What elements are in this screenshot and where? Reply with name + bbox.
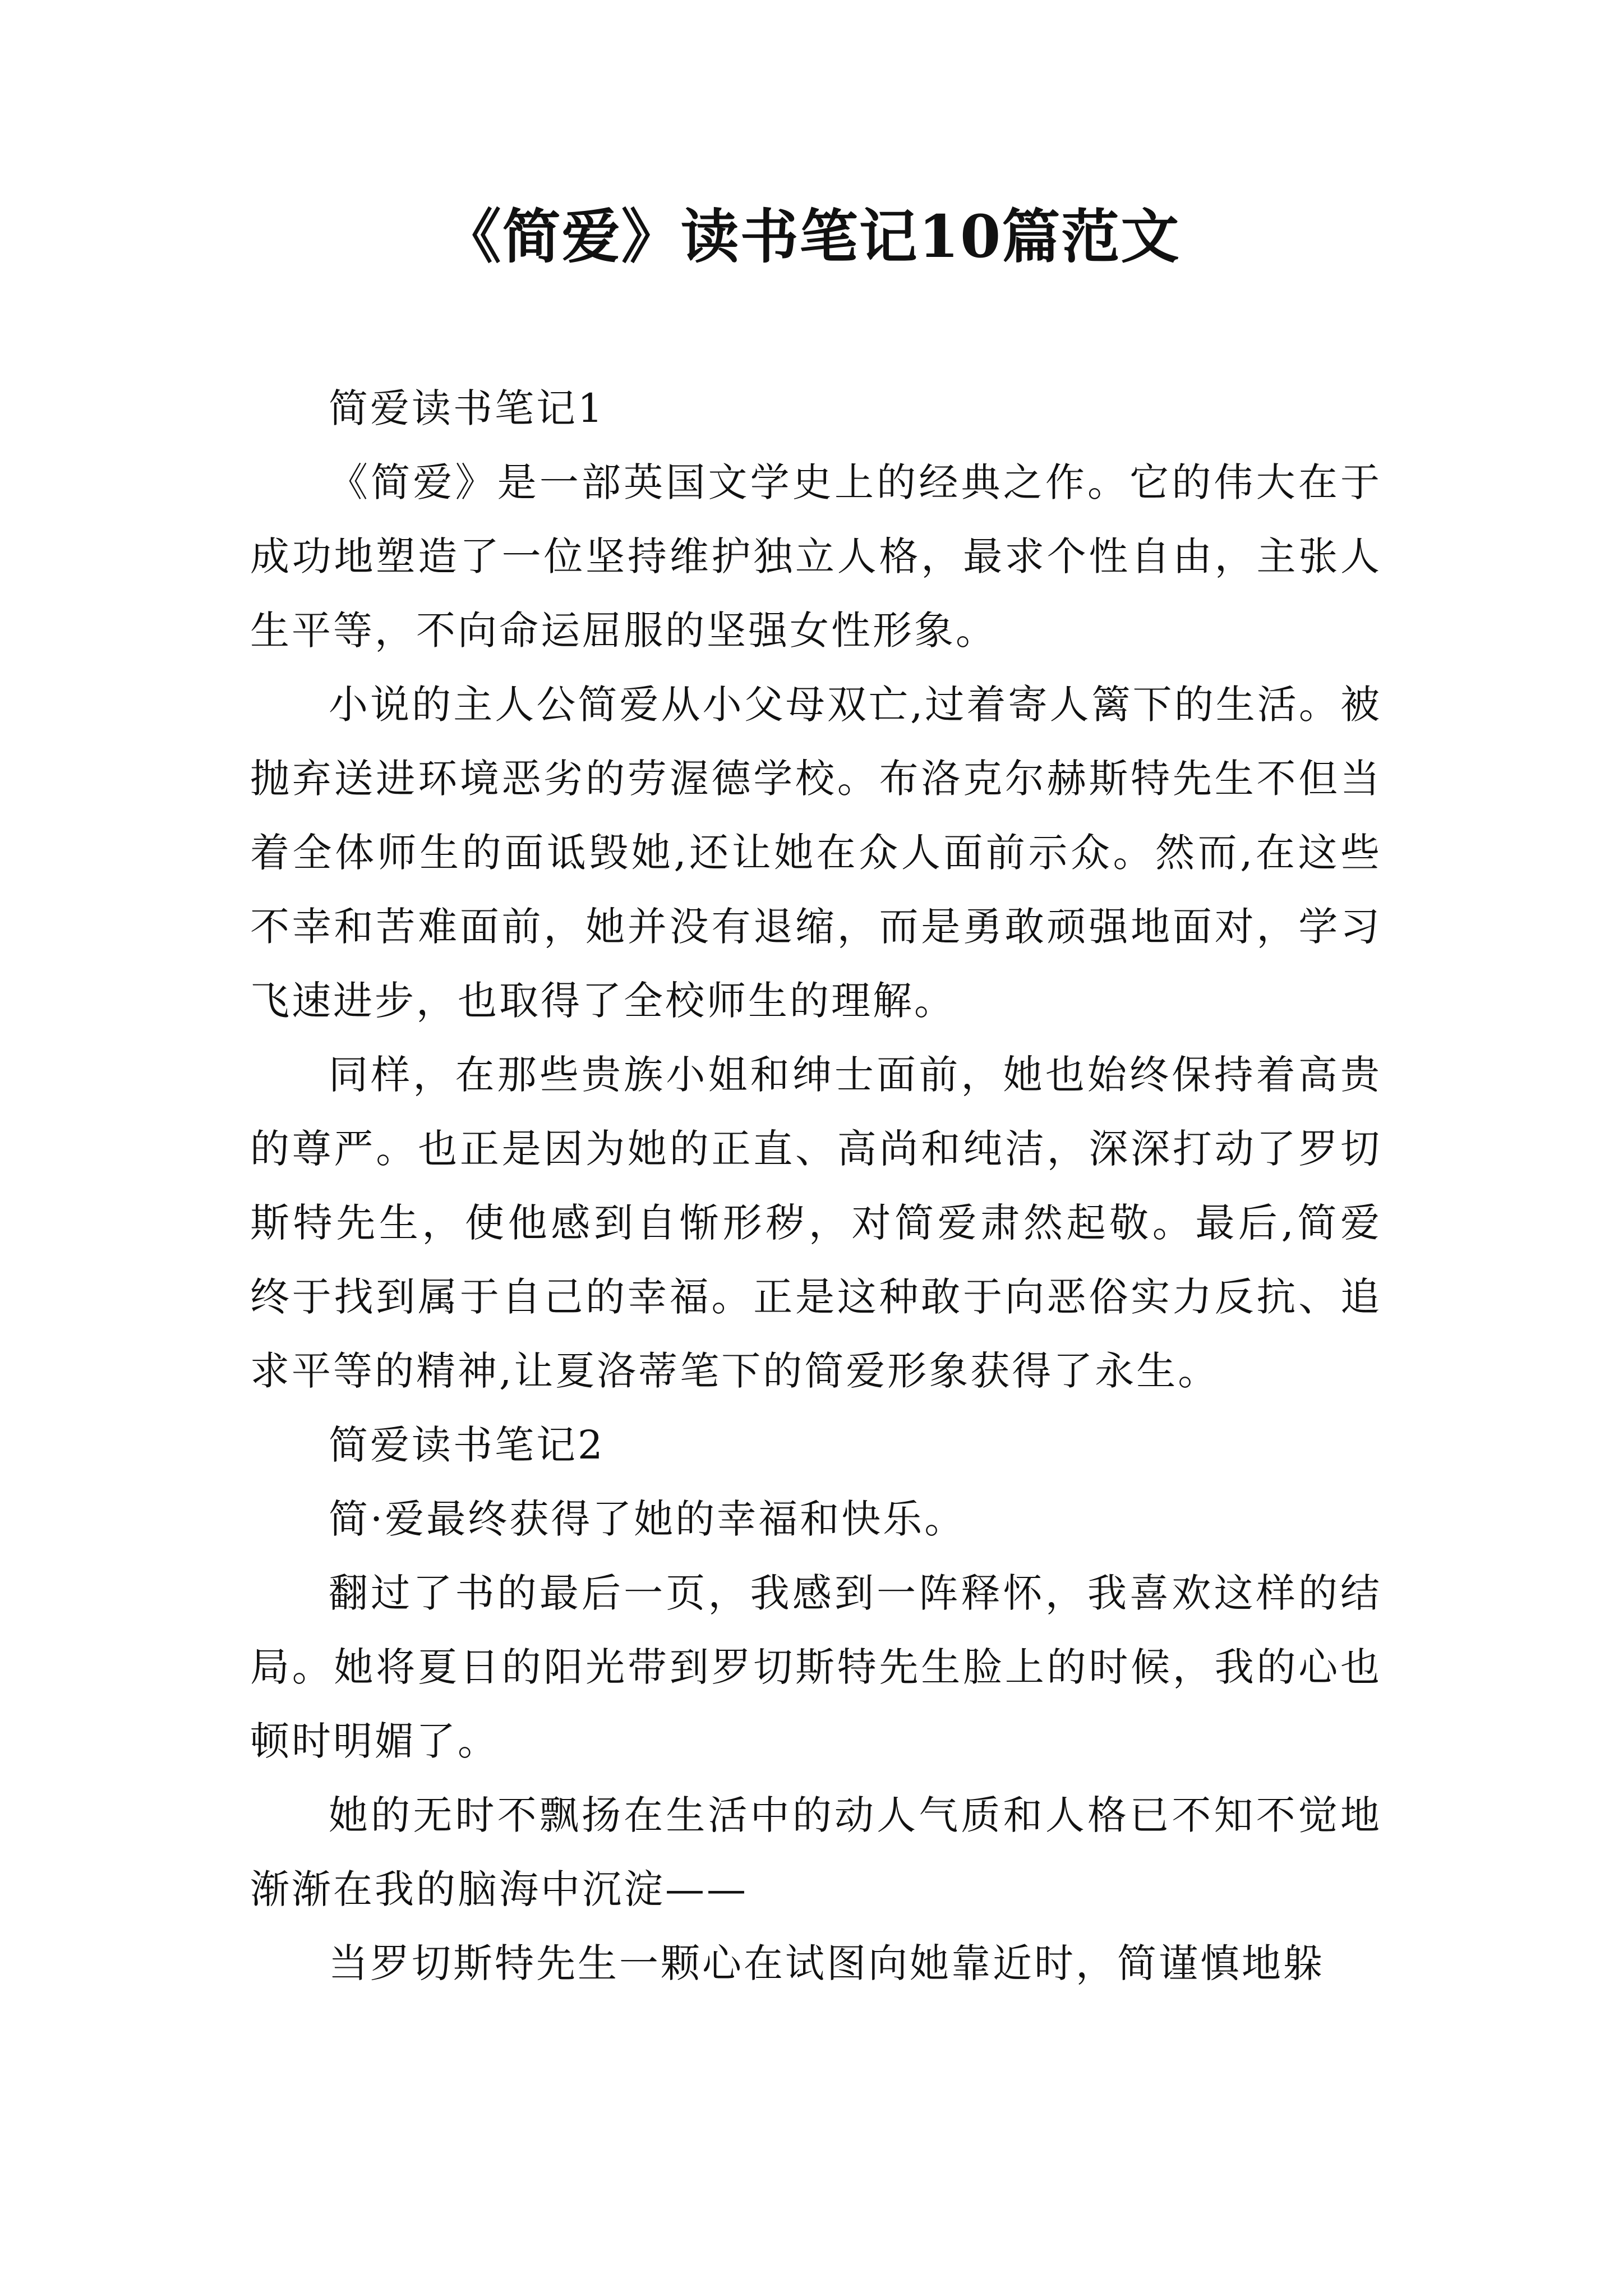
paragraph: 小说的主人公简爱从小父母双亡,过着寄人篱下的生活。被抛弃送进环境恶劣的劳渥德学校。布洛克尔赫斯特先生不但当着全体师生的面诋毁她,还让她在众人面前示众。然而,在这些不幸和苦难面前，她并没有退缩，而是勇敢顽强地面对，学习飞速进步，也取得了全校师生的理解。 bbox=[250, 682, 1382, 1024]
paragraph: 翻过了书的最后一页，我感到一阵释怀，我喜欢这样的结局。她将夏日的阳光带到罗切斯特先生脸上的时候，我的心也顿时明媚了。 bbox=[250, 1570, 1382, 1764]
paragraph: 同样，在那些贵族小姐和绅士面前，她也始终保持着高贵的尊严。也正是因为她的正直、高尚和纯洁，深深打动了罗切斯特先生，使他感到自惭形秽，对简爱肃然起敬。最后,简爱终于找到属于自己的幸福。正是这种敢于向恶俗实力反抗、追求平等的精神,让夏洛蒂笔下的简爱形象获得了永生。 bbox=[250, 1052, 1382, 1394]
section-heading-1: 简爱读书笔记1 bbox=[329, 385, 605, 431]
paragraph: 当罗切斯特先生一颗心在试图向她靠近时，简谨慎地躲 bbox=[329, 1940, 1325, 1986]
paragraph: 她的无时不飘扬在生活中的动人气质和人格已不知不觉地渐渐在我的脑海中沉淀—— bbox=[250, 1792, 1382, 1912]
section-heading-2: 简爱读书笔记2 bbox=[329, 1422, 605, 1468]
document-body bbox=[250, 371, 1382, 2000]
paragraph: 《简爱》是一部英国文学史上的经典之作。它的伟大在于成功地塑造了一位坚持维护独立人格，最求个性自由，主张人生平等，不向命运屈服的坚强女性形象。 bbox=[250, 459, 1382, 654]
document-title: 《简爱》读书笔记10篇范文 bbox=[442, 202, 1181, 271]
paragraph: 简·爱最终获得了她的幸福和快乐。 bbox=[329, 1496, 966, 1542]
